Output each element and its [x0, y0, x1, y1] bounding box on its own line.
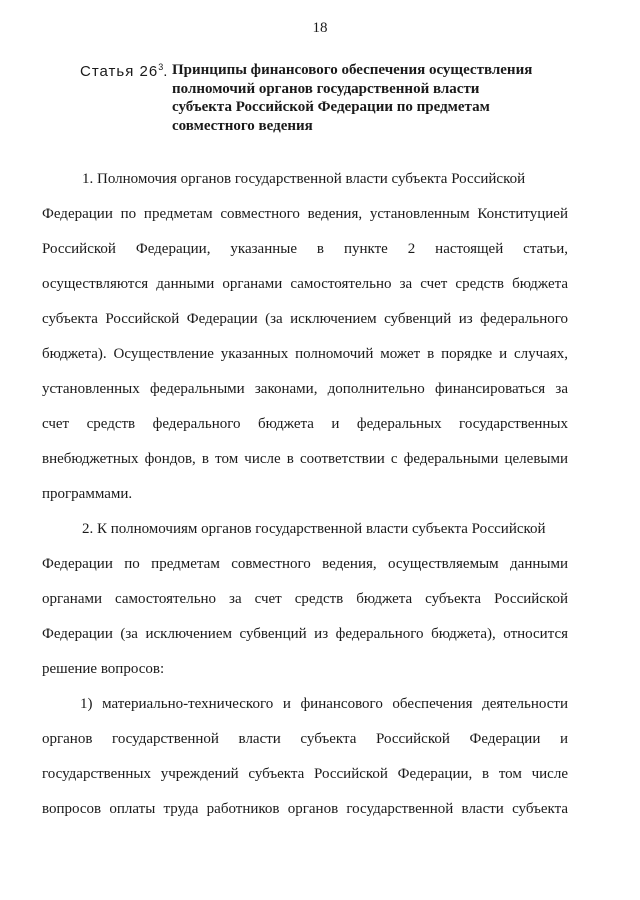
paragraph-1-line: бюджета). Осуществление указанных полномочий может в порядке и случаях,	[42, 346, 568, 362]
list-item-1-line: органов государственной власти субъекта Российской Федерации и	[42, 731, 568, 747]
paragraph-1-line: осуществляются данными органами самостоятельно за счет средств бюджета	[42, 276, 568, 292]
article-label: Статья 26	[80, 63, 159, 80]
article-title	[172, 61, 572, 135]
paragraph-2-line: решение вопросов:	[42, 661, 165, 677]
list-item-1-line: государственных учреждений субъекта Российской Федерации, в том числе	[42, 766, 568, 782]
list-item-1-line: 1) материально-технического и финансового обеспечения деятельности	[80, 696, 568, 712]
article-title-line: полномочий органов государственной власти	[172, 80, 480, 97]
paragraph-1-line: установленных федеральными законами, дополнительно финансироваться за	[42, 381, 568, 397]
paragraph-1-line: субъекта Российской Федерации (за исключением субвенций из федерального	[42, 311, 568, 327]
article-dot: .	[163, 63, 169, 80]
paragraph-1-line: 1. Полномочия органов государственной власти субъекта Российской	[82, 171, 526, 187]
article-number	[80, 62, 168, 80]
paragraph-1-line: Российской Федерации, указанные в пункте 2 настоящей статьи,	[42, 241, 568, 257]
paragraph-2-line: 2. К полномочиям органов государственной власти субъекта Российской	[82, 521, 546, 537]
paragraph-2-line: органами самостоятельно за счет средств бюджета субъекта Российской	[42, 591, 568, 607]
paragraph-1-line: счет средств федерального бюджета и федеральных государственных	[42, 416, 568, 432]
page-number: 18	[312, 20, 328, 36]
paragraph-2-line: Федерации по предметам совместного ведения, осуществляемым данными	[42, 556, 568, 572]
article-superscript: 3	[158, 62, 164, 72]
paragraph-1-line: Федерации по предметам совместного ведения, установленным Конституцией	[42, 206, 568, 222]
article-title-line: субъекта Российской Федерации по предметам	[172, 99, 490, 115]
paragraph-2-line: Федерации (за исключением субвенций из федерального бюджета), относится	[42, 626, 568, 642]
paragraph-1-line: внебюджетных фондов, в том числе в соответствии с федеральными целевыми	[42, 451, 568, 467]
paragraph-1-line: программами.	[42, 486, 133, 502]
list-item-1-line: вопросов оплаты труда работников органов государственной власти субъекта	[42, 801, 568, 817]
article-title-line: совместного ведения	[172, 117, 313, 134]
article-title-line: Принципы финансового обеспечения осуществления	[172, 62, 533, 78]
